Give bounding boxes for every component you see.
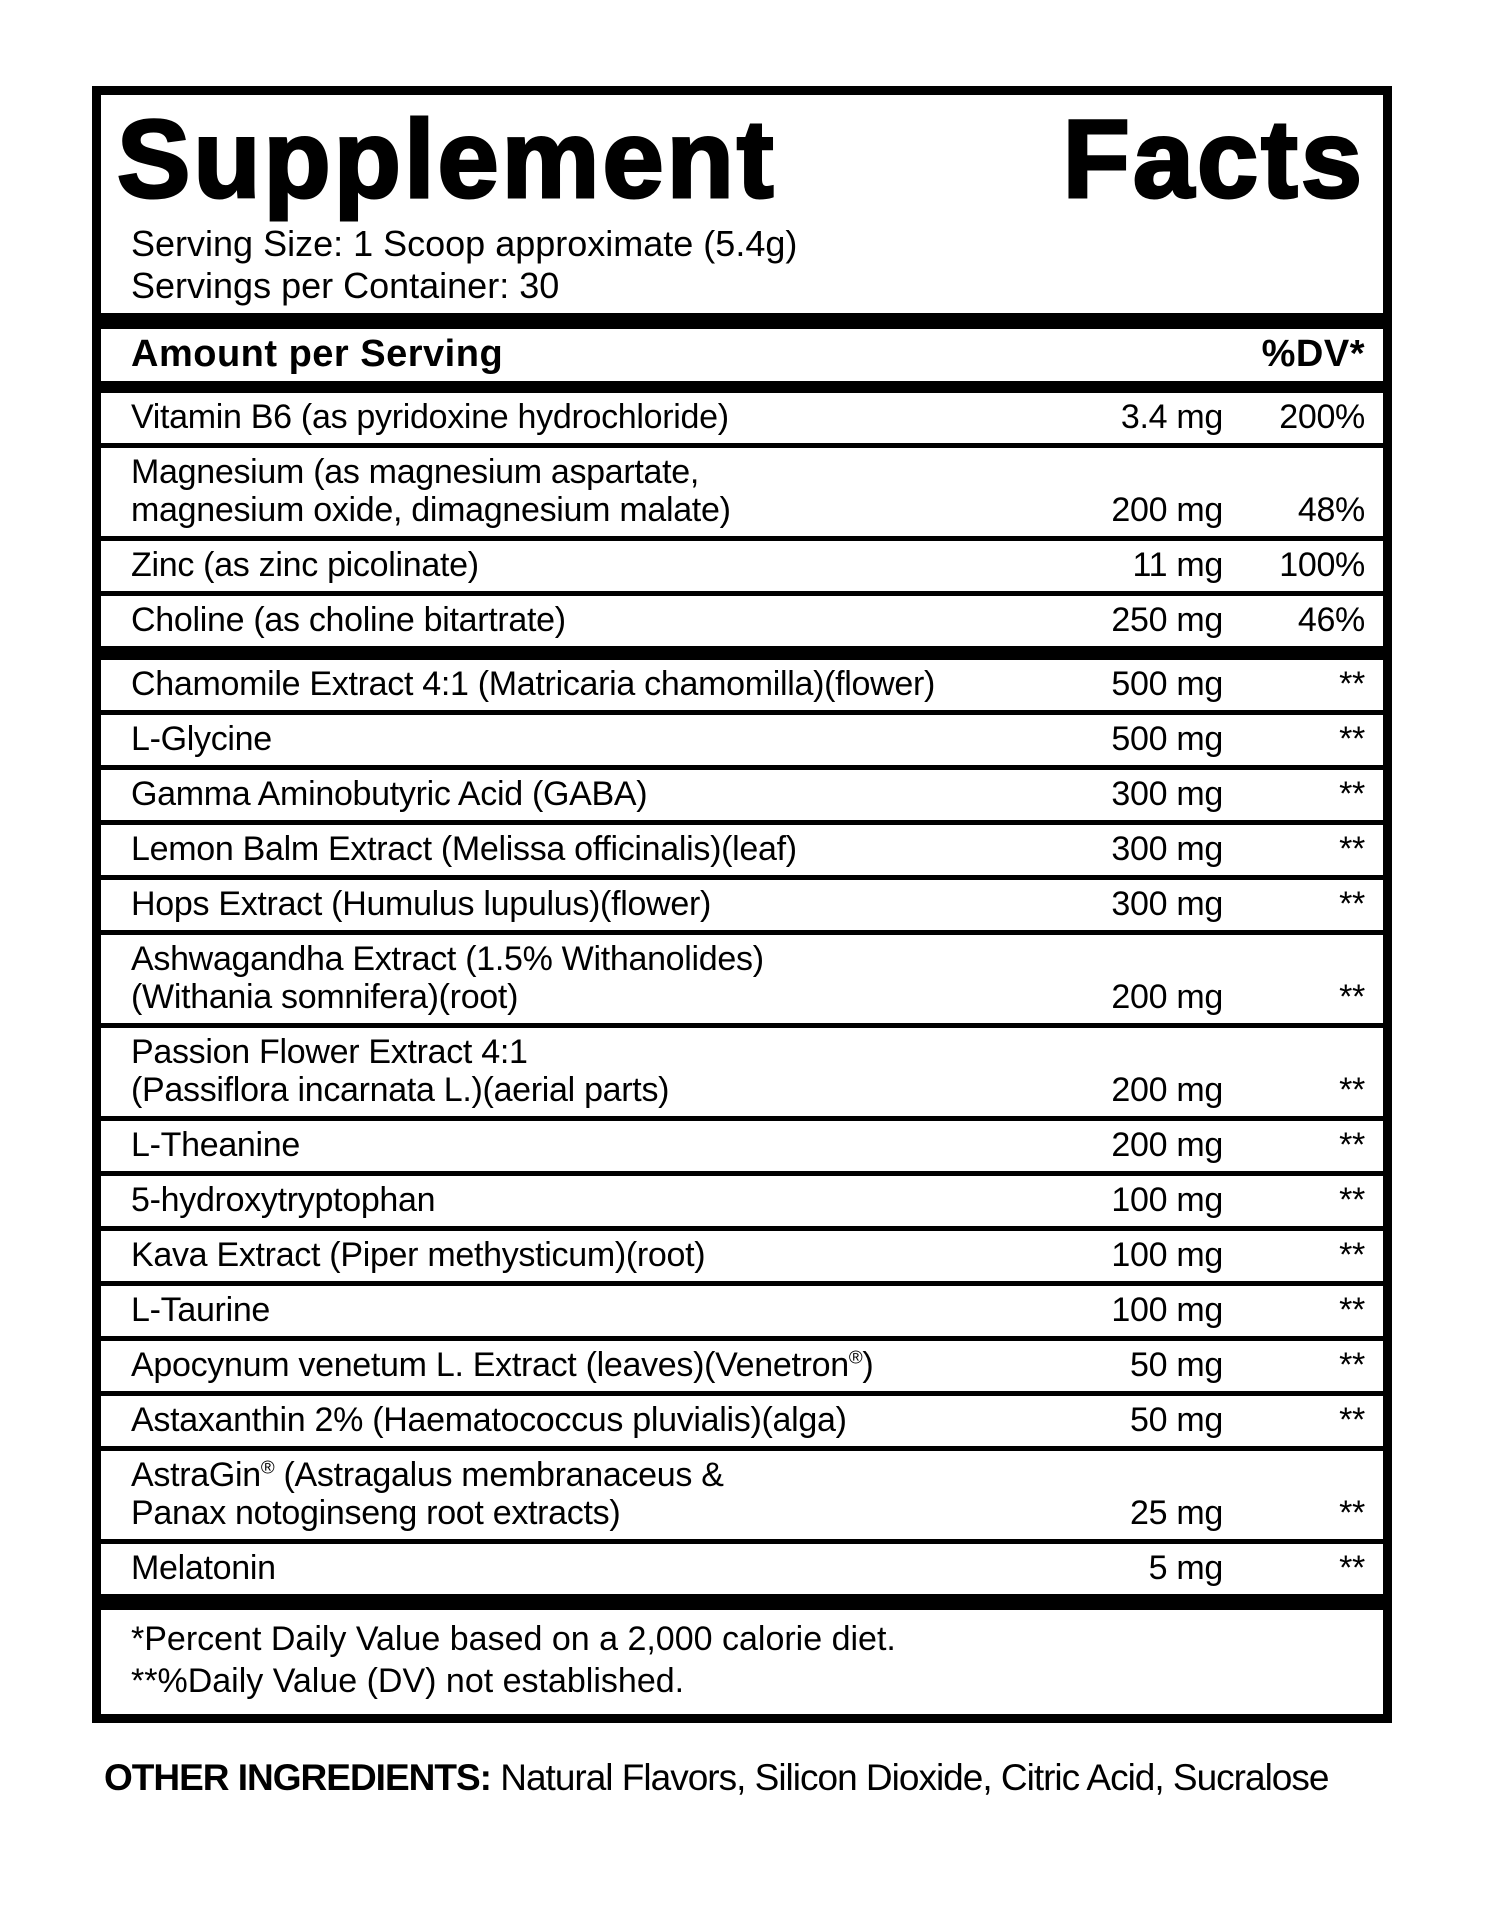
supplement-facts-panel: [92, 86, 1392, 1723]
ingredient-dv: **: [1339, 720, 1365, 758]
ingredient-dv: 200%: [1279, 398, 1365, 436]
ingredient-amount: 500 mg: [1111, 665, 1223, 703]
ingredient-amount: 200 mg: [1111, 1126, 1223, 1164]
ingredient-name: Ashwagandha Extract (1.5% Withanolides) (Withania somnifera)(root): [131, 940, 764, 1016]
ingredient-name: Kava Extract (Piper methysticum)(root): [131, 1236, 706, 1274]
ingredient-name: Vitamin B6 (as pyridoxine hydrochloride): [131, 398, 729, 436]
other-ingredients: [104, 1757, 1500, 1799]
ingredient-dv: **: [1339, 1494, 1365, 1532]
ingredient-name: Melatonin: [131, 1549, 276, 1587]
ingredient-amount: 200 mg: [1111, 1071, 1223, 1109]
ingredient-row: [101, 393, 1383, 443]
ingredient-row: [101, 820, 1383, 875]
ingredient-dv: **: [1339, 1071, 1365, 1109]
ingredient-name: L-Theanine: [131, 1126, 301, 1164]
ingredient-dv: 48%: [1297, 491, 1365, 529]
ingredient-row: [101, 646, 1383, 710]
ingredient-row: [101, 765, 1383, 820]
ingredient-row: [101, 1281, 1383, 1336]
dv-header: %DV*: [1261, 333, 1365, 375]
ingredient-amount: 200 mg: [1111, 978, 1223, 1016]
ingredient-dv: **: [1339, 1236, 1365, 1274]
servings-per-container: Servings per Container: 30: [131, 265, 560, 306]
ingredient-dv: **: [1339, 830, 1365, 868]
panel-title: [101, 95, 1383, 221]
ingredient-name: 5-hydroxytryptophan: [131, 1181, 436, 1219]
ingredient-name: Magnesium (as magnesium aspartate, magnesium oxide, dimagnesium malate): [131, 453, 731, 529]
ingredient-dv: **: [1339, 978, 1365, 1016]
footnote-dv-not-established: **%Daily Value (DV) not established.: [131, 1662, 685, 1700]
divider-thick: [101, 1594, 1383, 1610]
ingredient-amount: 25 mg: [1130, 1494, 1223, 1532]
ingredient-dv: **: [1339, 885, 1365, 923]
ingredient-amount: 200 mg: [1111, 491, 1223, 529]
column-headers: [101, 329, 1383, 381]
ingredient-name: Choline (as choline bitartrate): [131, 601, 566, 639]
ingredient-amount: 500 mg: [1111, 720, 1223, 758]
ingredient-name: AstraGin® (Astragalus membranaceus & Panax notoginseng root extracts): [131, 1456, 724, 1532]
ingredient-row: [101, 443, 1383, 536]
ingredient-row: [101, 1226, 1383, 1281]
ingredient-name: L-Glycine: [131, 720, 272, 758]
ingredient-row: [101, 1446, 1383, 1539]
ingredient-dv: **: [1339, 775, 1365, 813]
ingredient-dv: 46%: [1297, 601, 1365, 639]
ingredient-amount: 100 mg: [1111, 1291, 1223, 1329]
ingredient-name: Gamma Aminobutyric Acid (GABA): [131, 775, 648, 813]
footnote-daily-value: *Percent Daily Value based on a 2,000 calorie diet.: [131, 1620, 896, 1658]
divider-medium: [101, 381, 1383, 393]
ingredient-dv: **: [1339, 1291, 1365, 1329]
ingredient-amount: 50 mg: [1130, 1401, 1223, 1439]
ingredient-dv: **: [1339, 1126, 1365, 1164]
ingredient-name: L-Taurine: [131, 1291, 271, 1329]
ingredient-name: Hops Extract (Humulus lupulus)(flower): [131, 885, 711, 923]
ingredient-rows: [101, 393, 1383, 1594]
amount-per-serving-header: Amount per Serving: [131, 333, 504, 375]
ingredient-amount: 11 mg: [1132, 546, 1223, 584]
ingredient-amount: 300 mg: [1111, 830, 1223, 868]
ingredient-row: [101, 1539, 1383, 1594]
divider-thick: [101, 313, 1383, 329]
ingredient-name: Apocynum venetum L. Extract (leaves)(Venetron®): [131, 1346, 874, 1384]
serving-info: [101, 221, 1383, 307]
title-word-supplement: Supplement: [117, 98, 777, 221]
other-ingredients-text: Natural Flavors, Silicon Dioxide, Citric Acid, Sucralose: [490, 1757, 1329, 1798]
ingredient-name: Astaxanthin 2% (Haematococcus pluvialis)(alga): [131, 1401, 847, 1439]
ingredient-amount: 300 mg: [1111, 885, 1223, 923]
footnotes: [101, 1610, 1383, 1714]
ingredient-row: [101, 1023, 1383, 1116]
ingredient-amount: 5 mg: [1148, 1549, 1223, 1587]
ingredient-amount: 100 mg: [1111, 1236, 1223, 1274]
ingredient-dv: **: [1339, 1181, 1365, 1219]
ingredient-name: Chamomile Extract 4:1 (Matricaria chamomilla)(flower): [131, 665, 936, 703]
ingredient-dv: **: [1339, 1549, 1365, 1587]
ingredient-amount: 3.4 mg: [1120, 398, 1223, 436]
ingredient-dv: 100%: [1279, 546, 1365, 584]
ingredient-row: [101, 1336, 1383, 1391]
title-word-facts: Facts: [1062, 98, 1365, 221]
ingredient-name: Lemon Balm Extract (Melissa officinalis)(leaf): [131, 830, 797, 868]
ingredient-dv: **: [1339, 665, 1365, 703]
ingredient-row: [101, 875, 1383, 930]
ingredient-dv: **: [1339, 1346, 1365, 1384]
ingredient-amount: 300 mg: [1111, 775, 1223, 813]
ingredient-row: [101, 1116, 1383, 1171]
ingredient-row: [101, 536, 1383, 591]
ingredient-dv: **: [1339, 1401, 1365, 1439]
ingredient-row: [101, 1391, 1383, 1446]
ingredient-row: [101, 930, 1383, 1023]
serving-size: Serving Size: 1 Scoop approximate (5.4g): [131, 223, 798, 264]
ingredient-row: [101, 710, 1383, 765]
ingredient-row: [101, 1171, 1383, 1226]
ingredient-name: Passion Flower Extract 4:1 (Passiflora incarnata L.)(aerial parts): [131, 1033, 670, 1109]
other-ingredients-label: OTHER INGREDIENTS:: [104, 1757, 491, 1798]
ingredient-amount: 250 mg: [1111, 601, 1223, 639]
ingredient-amount: 100 mg: [1111, 1181, 1223, 1219]
ingredient-amount: 50 mg: [1130, 1346, 1223, 1384]
ingredient-row: [101, 591, 1383, 646]
ingredient-name: Zinc (as zinc picolinate): [131, 546, 479, 584]
